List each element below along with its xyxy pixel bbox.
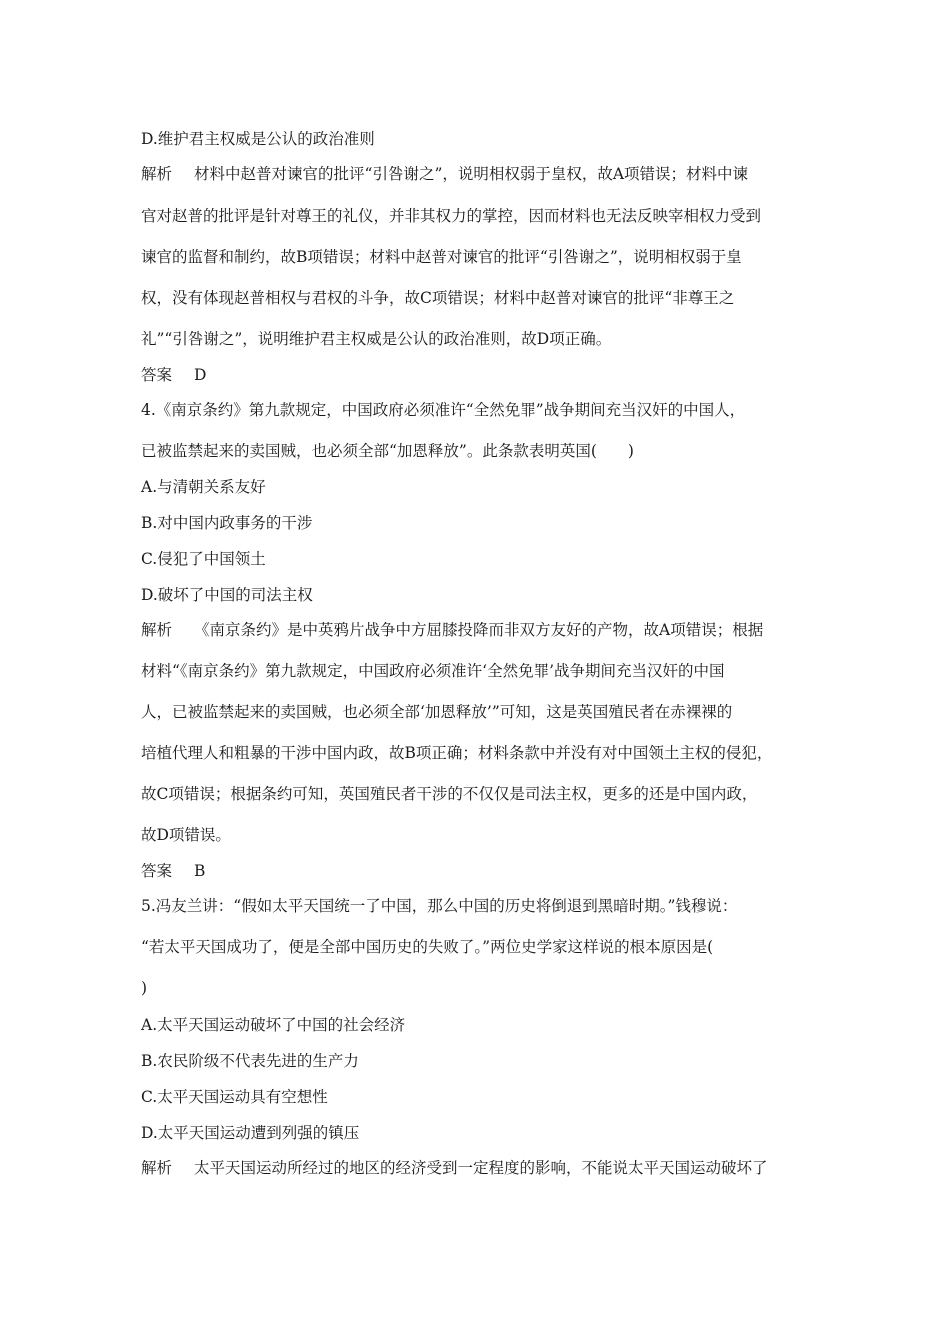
- q5-stem-line-1: 5.冯友兰讲：“假如太平天国统一了中国，那么中国的历史将倒退到黑暗时期。”钱穆说：: [141, 897, 738, 915]
- q4-analysis-line-5: 故C项错误；根据条约可知，英国殖民者干涉的不仅仅是司法主权，更多的还是中国内政，: [141, 785, 758, 803]
- q4-stem-line-1: 4.《南京条约》第九款规定，中国政府必须准许“全然免罪”战争期间充当汉奸的中国人，: [141, 401, 746, 419]
- q4-analysis-line-1: 解析 《南京条约》是中英鸦片战争中方屈膝投降而非双方友好的产物，故A项错误；根据: [141, 621, 764, 639]
- q4-analysis-line-4: 培植代理人和粗暴的干涉中国内政，故B项正确；材料条款中并没有对中国领土主权的侵犯，: [141, 744, 773, 762]
- q3-analysis-label: 解析: [141, 165, 173, 183]
- q4-analysis-line-3: 人，已被监禁起来的卖国贼，也必须全部‘加恩释放’”可知，这是英国殖民者在赤裸裸的: [141, 703, 733, 721]
- q4-option-c: C.侵犯了中国领土: [141, 550, 266, 568]
- q4-option-d: D.破坏了中国的司法主权: [141, 586, 313, 604]
- q5-option-b: B.农民阶级不代表先进的生产力: [141, 1052, 359, 1070]
- q5-analysis-label: 解析: [141, 1159, 173, 1177]
- q3-option-d: D.维护君主权威是公认的政治准则: [141, 130, 375, 148]
- q3-analysis-line-2: 官对赵普的批评是针对尊王的礼仪，并非其权力的掌控，因而材料也无法反映宰相权力受到: [141, 207, 762, 225]
- q4-option-b: B.对中国内政事务的干涉: [141, 514, 313, 532]
- q4-answer: [141, 861, 205, 881]
- q5-option-a: A.太平天国运动破坏了中国的社会经济: [141, 1016, 406, 1034]
- q5-stem-line-2: “若太平天国成功了，便是全部中国历史的失败了。”两位史学家这样说的根本原因是(: [141, 938, 714, 956]
- q3-answer: [141, 365, 206, 385]
- q3-answer-label: 答案: [141, 366, 173, 384]
- q4-option-a: A.与清朝关系友好: [141, 478, 266, 496]
- q3-analysis-line-5: 礼”“引咎谢之”，说明维护君主权威是公认的政治准则，故D项正确。: [141, 330, 612, 348]
- q5-analysis-line-1: 解析 太平天国运动所经过的地区的经济受到一定程度的影响，不能说太平天国运动破坏了: [141, 1159, 768, 1177]
- q5-stem-line-3: ): [141, 979, 148, 997]
- q3-analysis-line-1: 解析 材料中赵普对谏官的批评“引咎谢之”，说明相权弱于皇权，故A项错误；材料中谏: [141, 165, 749, 183]
- q4-analysis-label: 解析: [141, 621, 173, 639]
- q4-answer-label: 答案: [141, 862, 173, 880]
- q4-answer-value: B: [194, 862, 206, 880]
- q5-option-c: C.太平天国运动具有空想性: [141, 1088, 328, 1106]
- q4-stem-line-2: 已被监禁起来的卖国贼，也必须全部“加恩释放”。此条款表明英国( ): [141, 442, 634, 460]
- q4-analysis-line-6: 故D项错误。: [141, 826, 231, 844]
- q5-option-d: D.太平天国运动遭到列强的镇压: [141, 1124, 360, 1142]
- q4-analysis-line-2: 材料“《南京条约》第九款规定，中国政府必须准许‘全然免罪’战争期间充当汉奸的中国: [141, 662, 725, 680]
- q3-analysis-line-4: 权，没有体现赵普相权与君权的斗争，故C项错误；材料中赵普对谏官的批评“非尊王之: [141, 289, 735, 307]
- q3-analysis-line-3: 谏官的监督和制约，故B项错误；材料中赵普对谏官的批评“引咎谢之”，说明相权弱于皇: [141, 248, 742, 266]
- q3-answer-value: D: [194, 366, 207, 384]
